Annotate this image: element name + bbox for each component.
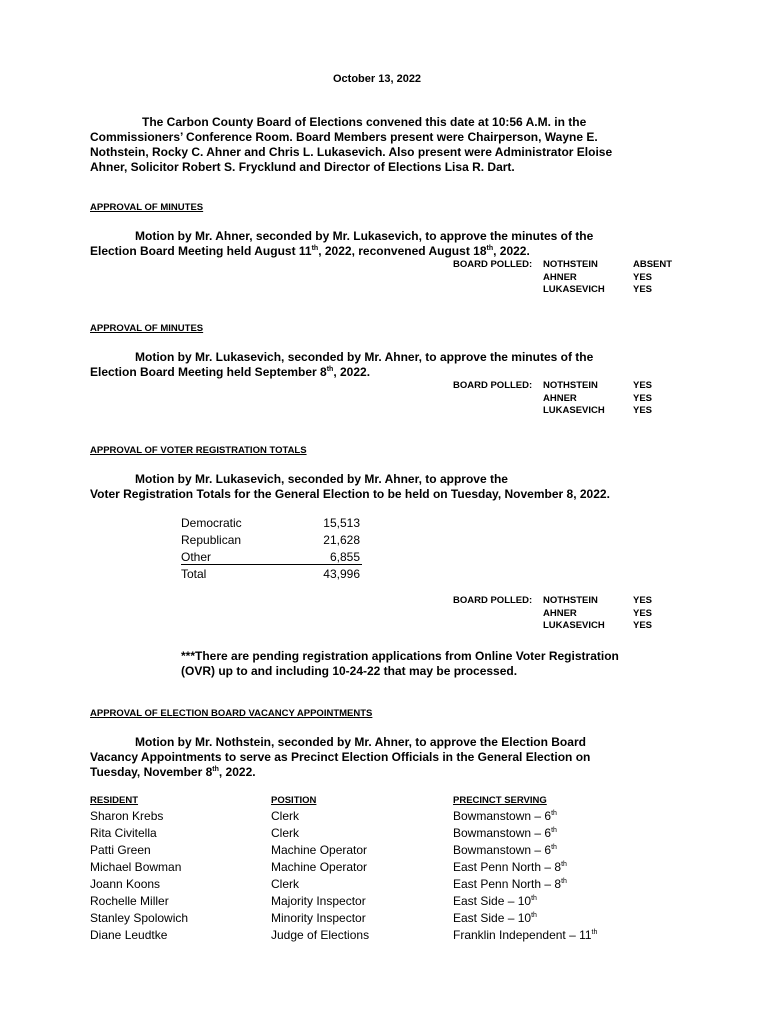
motion-paragraph: [90, 350, 690, 380]
poll-vote: YES: [633, 380, 653, 391]
poll-member: LUKASEVICH: [543, 620, 605, 631]
intro-line: Ahner, Solicitor Robert S. Frycklund and Director of Elections Lisa R. Dart.: [90, 160, 515, 174]
position-title: Judge of Elections: [271, 928, 370, 942]
resident-name: Stanley Spolowich: [90, 911, 189, 925]
column-header-precinct: PRECINCT SERVING: [453, 795, 547, 806]
totals-divider: [181, 564, 362, 565]
precinct-name: Bowmanstown – 6th: [453, 843, 557, 857]
totals-parties: [181, 515, 242, 583]
resident-name: Sharon Krebs: [90, 809, 164, 823]
intro-line: Nothstein, Rocky C. Ahner and Chris L. Lukasevich. Also present were Administrator Eloise: [90, 145, 613, 159]
section-header: APPROVAL OF ELECTION BOARD VACANCY APPOINTMENTS: [90, 708, 373, 719]
motion-line: Vacancy Appointments to serve as Precinct Election Officials in the General Election on: [90, 750, 591, 764]
board-polled-label: BOARD POLLED:: [453, 595, 533, 606]
precinct-name: Franklin Independent – 11th: [453, 928, 598, 942]
poll-vote: YES: [633, 595, 653, 606]
position-title: Minority Inspector: [271, 911, 366, 925]
party-label: Other: [181, 550, 212, 564]
position-title: Clerk: [271, 826, 300, 840]
motion-line: Election Board Meeting held September 8th, 2022.: [90, 365, 371, 379]
board-polled-label: BOARD POLLED:: [453, 380, 533, 391]
intro-paragraph: [90, 115, 690, 175]
note-line: (OVR) up to and including 10-24-22 that may be processed.: [181, 664, 518, 678]
motion-line: Motion by Mr. Nothstein, seconded by Mr. Ahner, to approve the Election Board: [135, 735, 586, 749]
motion-line: Election Board Meeting held August 11th, 2022, reconvened August 18th, 2022.: [90, 244, 530, 258]
resident-name: Rochelle Miller: [90, 894, 169, 908]
position-title: Clerk: [271, 809, 300, 823]
poll-member: LUKASEVICH: [543, 284, 605, 295]
document-date: October 13, 2022: [333, 73, 422, 85]
position-title: Clerk: [271, 877, 300, 891]
section-header: APPROVAL OF MINUTES: [90, 202, 204, 213]
precinct-name: Bowmanstown – 6th: [453, 809, 557, 823]
precinct-name: Bowmanstown – 6th: [453, 826, 557, 840]
party-count: 43,996: [323, 567, 360, 581]
precinct-name: East Side – 10th: [453, 894, 537, 908]
poll-votes: [633, 380, 652, 418]
position-title: Majority Inspector: [271, 894, 366, 908]
poll-member: NOTHSTEIN: [543, 380, 598, 391]
party-count: 21,628: [323, 533, 360, 547]
poll-vote: YES: [633, 405, 653, 416]
section-header: APPROVAL OF VOTER REGISTRATION TOTALS: [90, 445, 307, 456]
party-label: Republican: [181, 533, 242, 547]
motion-line: Motion by Mr. Ahner, seconded by Mr. Lukasevich, to approve the minutes of the: [135, 229, 594, 243]
motion-line: Tuesday, November 8th, 2022.: [90, 765, 256, 779]
party-count: 15,513: [323, 516, 360, 530]
intro-line: Commissioners’ Conference Room. Board Members present were Chairperson, Wayne E.: [90, 130, 598, 144]
poll-members: [543, 380, 605, 418]
resident-column: [90, 808, 188, 944]
precinct-name: East Penn North – 8th: [453, 877, 567, 891]
resident-name: Rita Civitella: [90, 826, 157, 840]
poll-member: LUKASEVICH: [543, 405, 605, 416]
totals-counts: [290, 515, 360, 583]
poll-vote: YES: [633, 607, 653, 619]
poll-vote: YES: [633, 284, 653, 295]
motion-paragraph: [90, 229, 690, 259]
party-label: Total: [181, 567, 207, 581]
board-polled-label: BOARD POLLED:: [453, 259, 533, 270]
column-header-resident: RESIDENT: [90, 795, 139, 806]
poll-vote: YES: [633, 271, 653, 283]
motion-paragraph: [90, 735, 690, 780]
poll-members: [543, 259, 605, 297]
poll-members: [543, 595, 605, 633]
poll-votes: [633, 595, 652, 633]
motion-line: Motion by Mr. Lukasevich, seconded by Mr. Ahner, to approve the: [135, 472, 508, 486]
poll-member: AHNER: [543, 607, 577, 619]
motion-line: Motion by Mr. Lukasevich, seconded by Mr. Ahner, to approve the minutes of the: [135, 350, 594, 364]
intro-line: The Carbon County Board of Elections convened this date at 10:56 A.M. in the: [142, 115, 587, 129]
resident-name: Joann Koons: [90, 877, 161, 891]
section-header: APPROVAL OF MINUTES: [90, 323, 204, 334]
party-count: 6,855: [329, 550, 360, 564]
poll-member: AHNER: [543, 392, 577, 404]
position-title: Machine Operator: [271, 860, 368, 874]
poll-member: NOTHSTEIN: [543, 259, 598, 270]
poll-vote: YES: [633, 620, 653, 631]
poll-vote: ABSENT: [633, 259, 673, 270]
resident-name: Michael Bowman: [90, 860, 182, 874]
motion-line: Voter Registration Totals for the General Election to be held on Tuesday, November 8, 2022.: [90, 487, 610, 501]
poll-member: AHNER: [543, 271, 577, 283]
precinct-name: East Side – 10th: [453, 911, 537, 925]
position-column: [271, 808, 369, 944]
position-title: Machine Operator: [271, 843, 368, 857]
poll-votes: [633, 259, 672, 297]
party-label: Democratic: [181, 516, 242, 530]
pending-note: [181, 649, 701, 679]
note-line: ***There are pending registration applications from Online Voter Registration: [181, 649, 619, 663]
resident-name: Patti Green: [90, 843, 151, 857]
motion-paragraph: [90, 472, 710, 502]
poll-member: NOTHSTEIN: [543, 595, 598, 606]
poll-vote: YES: [633, 392, 653, 404]
resident-name: Diane Leudtke: [90, 928, 168, 942]
precinct-name: East Penn North – 8th: [453, 860, 567, 874]
precinct-column: [453, 808, 597, 944]
column-header-position: POSITION: [271, 795, 317, 806]
